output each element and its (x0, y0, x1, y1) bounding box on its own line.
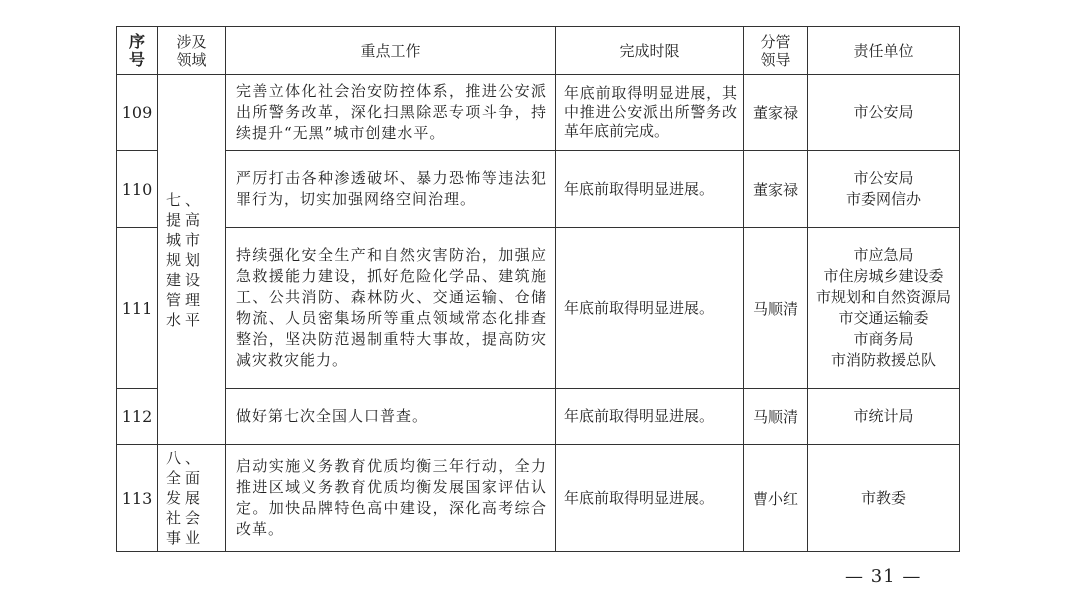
header-row (117, 27, 960, 75)
work-cell: 启动实施义务教育优质均衡三年行动，全力推进区域义务教育优质均衡发展国家评估认定。加快品牌特色高中建设，深化高考综合改革。 (226, 445, 556, 552)
table-row (117, 151, 960, 228)
row-number: 111 (117, 228, 158, 389)
unit-cell: 市应急局 市住房城乡建设委 市规划和自然资源局 市交通运输委 市商务局 市消防救援总队 (808, 228, 960, 389)
table-row (117, 75, 960, 151)
row-number: 109 (117, 75, 158, 151)
leader-cell: 马顺清 (744, 228, 808, 389)
unit-cell: 市统计局 (808, 389, 960, 445)
leader-cell: 马顺清 (744, 389, 808, 445)
row-number: 113 (117, 445, 158, 552)
work-cell: 完善立体化社会治安防控体系，推进公安派出所警务改革，深化扫黑除恶专项斗争，持续提升“无黑”城市创建水平。 (226, 75, 556, 151)
table-row (117, 228, 960, 389)
page-number: — 31 — (845, 566, 922, 587)
leader-cell: 董家禄 (744, 75, 808, 151)
unit-cell: 市公安局 (808, 75, 960, 151)
deadline-cell: 年底前取得明显进展。 (556, 389, 744, 445)
row-number: 110 (117, 151, 158, 228)
table-row (117, 389, 960, 445)
table-row (117, 445, 960, 552)
deadline-cell: 年底前取得明显进展，其中推进公安派出所警务改革年底前完成。 (556, 75, 744, 151)
work-cell: 严厉打击各种渗透破坏、暴力恐怖等违法犯罪行为，切实加强网络空间治理。 (226, 151, 556, 228)
work-cell: 做好第七次全国人口普查。 (226, 389, 556, 445)
domain-cell: 八、全面发展社会事业 (158, 445, 226, 552)
deadline-cell: 年底前取得明显进展。 (556, 445, 744, 552)
unit-cell: 市教委 (808, 445, 960, 552)
header-domain: 涉及 领域 (158, 27, 226, 75)
work-table (116, 26, 960, 552)
leader-cell: 董家禄 (744, 151, 808, 228)
domain-cell: 七、提高城市规划建设管理水平 (158, 75, 226, 445)
work-cell: 持续强化安全生产和自然灾害防治，加强应急救援能力建设，抓好危险化学品、建筑施工、公共消防、森林防火、交通运输、仓储物流、人员密集场所等重点领域常态化排查整治，坚决防范遏制重特大事故，提高防灾减灾救灾能力。 (226, 228, 556, 389)
row-number: 112 (117, 389, 158, 445)
header-unit: 责任单位 (808, 27, 960, 75)
header-work: 重点工作 (226, 27, 556, 75)
header-leader: 分管 领导 (744, 27, 808, 75)
leader-cell: 曹小红 (744, 445, 808, 552)
header-seq: 序 号 (117, 27, 158, 75)
unit-cell: 市公安局 市委网信办 (808, 151, 960, 228)
header-deadline: 完成时限 (556, 27, 744, 75)
deadline-cell: 年底前取得明显进展。 (556, 151, 744, 228)
deadline-cell: 年底前取得明显进展。 (556, 228, 744, 389)
